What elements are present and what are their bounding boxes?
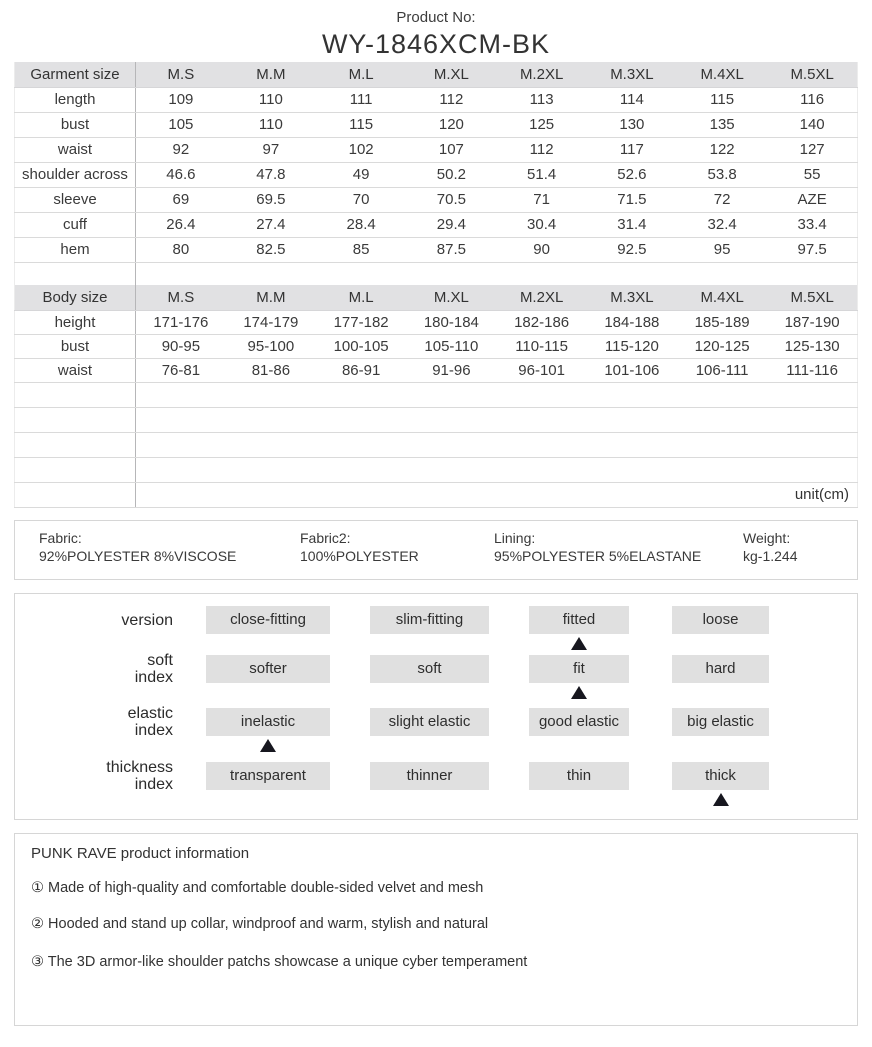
size-cell: 52.6 [587, 162, 677, 187]
size-chart-table [14, 62, 858, 508]
index-cell: soft [370, 655, 489, 683]
size-cell: AZE [767, 187, 857, 212]
index-cell: loose [672, 606, 769, 634]
size-cell: M.S [136, 285, 226, 310]
size-cell: 125-130 [767, 334, 857, 358]
size-cell: 49 [316, 162, 406, 187]
row-label-cell: length [15, 87, 136, 112]
fabric-value: kg-1.244 [743, 548, 798, 564]
size-cell: 50.2 [406, 162, 496, 187]
size-cell: 85 [316, 237, 406, 262]
unit-row [15, 482, 858, 507]
size-cell: 27.4 [226, 212, 316, 237]
selected-marker-icon [571, 637, 587, 650]
size-cell: 107 [406, 137, 496, 162]
row-label-cell: hem [15, 237, 136, 262]
index-cell: slight elastic [370, 708, 489, 736]
size-cell: 71.5 [587, 187, 677, 212]
size-cell: M.L [316, 62, 406, 87]
index-label-line: soft [147, 652, 173, 669]
fabric-label: Weight: [743, 530, 791, 546]
fabric-label: Fabric2: [300, 530, 351, 546]
size-cell: 185-189 [677, 310, 767, 334]
size-cell: 51.4 [497, 162, 587, 187]
size-cell: 102 [316, 137, 406, 162]
size-cell: M.S [136, 62, 226, 87]
index-cell: transparent [206, 762, 330, 790]
row-label-cell: shoulder across [15, 162, 136, 187]
product-info-item: ① Made of high-quality and comfortable double-sided velvet and mesh [31, 880, 484, 896]
size-cell: 135 [677, 112, 767, 137]
index-cell: inelastic [206, 708, 330, 736]
size-cell: 140 [767, 112, 857, 137]
index-cell: good elastic [529, 708, 629, 736]
size-cell: M.2XL [497, 62, 587, 87]
size-cell: 69 [136, 187, 226, 212]
row-label-cell [15, 262, 136, 285]
table-row [15, 162, 858, 187]
size-cell: 122 [677, 137, 767, 162]
size-cell: 187-190 [767, 310, 857, 334]
size-cell: 81-86 [226, 358, 316, 382]
size-cell: 26.4 [136, 212, 226, 237]
size-cell: 115-120 [587, 334, 677, 358]
table-row [15, 237, 858, 262]
size-cell: M.XL [406, 62, 496, 87]
row-label-cell: sleeve [15, 187, 136, 212]
selected-marker-icon [713, 793, 729, 806]
size-cell: 29.4 [406, 212, 496, 237]
table-spacer-row [15, 262, 858, 285]
size-cell: 115 [316, 112, 406, 137]
size-cell: 55 [767, 162, 857, 187]
index-chart-box [14, 593, 858, 820]
size-cell: 97.5 [767, 237, 857, 262]
row-label-cell: waist [15, 358, 136, 382]
size-cell: 116 [767, 87, 857, 112]
size-cell: 97 [226, 137, 316, 162]
size-cell: 120-125 [677, 334, 767, 358]
empty-cell [136, 432, 858, 457]
table-row [15, 310, 858, 334]
row-label-cell: bust [15, 112, 136, 137]
size-cell: 101-106 [587, 358, 677, 382]
size-cell: 114 [587, 87, 677, 112]
fabric-label: Fabric: [39, 530, 82, 546]
size-cell: 115 [677, 87, 767, 112]
index-cell: slim-fitting [370, 606, 489, 634]
fabric-column [743, 529, 797, 565]
table-row [15, 187, 858, 212]
index-label-line: elastic [127, 705, 173, 722]
size-cell: 125 [497, 112, 587, 137]
size-cell: 110-115 [497, 334, 587, 358]
empty-table-row [15, 382, 858, 407]
index-label-line: index [134, 669, 173, 686]
size-cell: 117 [587, 137, 677, 162]
empty-table-row [15, 407, 858, 432]
garment-size-header-row [15, 62, 858, 87]
fabric-label: Lining: [494, 530, 536, 546]
size-cell: 112 [406, 87, 496, 112]
size-cell: 90-95 [136, 334, 226, 358]
size-cell: 96-101 [497, 358, 587, 382]
row-label-cell [15, 432, 136, 457]
table-row [15, 87, 858, 112]
unit-label: unit(cm) [136, 482, 858, 507]
size-cell: 110 [226, 112, 316, 137]
index-cell: softer [206, 655, 330, 683]
empty-cell [136, 262, 858, 285]
index-cell: thick [672, 762, 769, 790]
size-cell: 70 [316, 187, 406, 212]
fabric-value: 92%POLYESTER 8%VISCOSE [39, 548, 237, 564]
size-cell: 69.5 [226, 187, 316, 212]
empty-table-row [15, 457, 858, 482]
index-cell: thinner [370, 762, 489, 790]
index-cell: big elastic [672, 708, 769, 736]
size-cell: 95-100 [226, 334, 316, 358]
row-label-cell: Body size [15, 285, 136, 310]
size-cell: M.XL [406, 285, 496, 310]
index-cell: thin [529, 762, 629, 790]
size-cell: 80 [136, 237, 226, 262]
selected-marker-icon [571, 686, 587, 699]
product-info-box [14, 833, 858, 1026]
size-cell: 111-116 [767, 358, 857, 382]
row-label-cell [15, 382, 136, 407]
size-cell: 174-179 [226, 310, 316, 334]
size-cell: M.M [226, 285, 316, 310]
size-cell: 100-105 [316, 334, 406, 358]
size-cell: 109 [136, 87, 226, 112]
index-label-line: version [121, 611, 173, 629]
table-row [15, 137, 858, 162]
index-label-line: thickness [106, 759, 173, 776]
table-row [15, 358, 858, 382]
size-cell: M.3XL [587, 62, 677, 87]
product-info-item: ③ The 3D armor-like shoulder patchs showcase a unique cyber temperament [31, 954, 528, 970]
size-cell: 111 [316, 87, 406, 112]
size-cell: 92 [136, 137, 226, 162]
size-cell: 47.8 [226, 162, 316, 187]
size-cell: 92.5 [587, 237, 677, 262]
size-cell: 95 [677, 237, 767, 262]
size-cell: 127 [767, 137, 857, 162]
size-cell: 112 [497, 137, 587, 162]
product-header [0, 8, 872, 60]
product-no-value: WY-1846XCM-BK [321, 29, 551, 59]
size-cell: 46.6 [136, 162, 226, 187]
index-label-line: index [134, 722, 173, 739]
index-label-line: index [134, 776, 173, 793]
size-cell: M.3XL [587, 285, 677, 310]
size-cell: 53.8 [677, 162, 767, 187]
row-label-cell: height [15, 310, 136, 334]
fabric-value: 95%POLYESTER 5%ELASTANE [494, 548, 702, 564]
size-cell: 184-188 [587, 310, 677, 334]
size-cell: 90 [497, 237, 587, 262]
size-cell: 71 [497, 187, 587, 212]
row-label-cell: cuff [15, 212, 136, 237]
size-cell: 76-81 [136, 358, 226, 382]
size-cell: 30.4 [497, 212, 587, 237]
empty-table-row [15, 432, 858, 457]
row-label-cell [15, 457, 136, 482]
row-label-cell: Garment size [15, 62, 136, 87]
body-size-header-row [15, 285, 858, 310]
size-cell: M.4XL [677, 62, 767, 87]
size-cell: 91-96 [406, 358, 496, 382]
size-cell: M.5XL [767, 285, 857, 310]
size-cell: 106-111 [677, 358, 767, 382]
empty-cell [136, 382, 858, 407]
size-cell: 180-184 [406, 310, 496, 334]
size-cell: 87.5 [406, 237, 496, 262]
size-cell: 105 [136, 112, 226, 137]
fabric-column [300, 529, 419, 565]
product-no-label: Product No: [396, 9, 476, 26]
fabric-info-box [14, 520, 858, 580]
fabric-column [494, 529, 701, 565]
fabric-column [39, 529, 236, 565]
index-cell: close-fitting [206, 606, 330, 634]
size-cell: 177-182 [316, 310, 406, 334]
size-cell: 105-110 [406, 334, 496, 358]
index-cell: fit [529, 655, 629, 683]
size-cell: 86-91 [316, 358, 406, 382]
size-cell: 31.4 [587, 212, 677, 237]
size-cell: 110 [226, 87, 316, 112]
size-cell: 120 [406, 112, 496, 137]
table-row [15, 212, 858, 237]
size-cell: 171-176 [136, 310, 226, 334]
size-cell: M.4XL [677, 285, 767, 310]
size-cell: 72 [677, 187, 767, 212]
size-cell: M.5XL [767, 62, 857, 87]
table-row [15, 334, 858, 358]
selected-marker-icon [260, 739, 276, 752]
index-cell: hard [672, 655, 769, 683]
size-cell: 32.4 [677, 212, 767, 237]
size-cell: M.L [316, 285, 406, 310]
index-row-label-thickness-index [15, 759, 173, 793]
size-cell: M.2XL [497, 285, 587, 310]
row-label-cell: bust [15, 334, 136, 358]
row-label-cell [15, 482, 136, 507]
index-row-label-elastic-index [15, 705, 173, 739]
size-cell: 130 [587, 112, 677, 137]
size-cell: 70.5 [406, 187, 496, 212]
table-row [15, 112, 858, 137]
index-row-label-version [15, 612, 173, 629]
product-info-title: PUNK RAVE product information [31, 845, 250, 862]
size-cell: M.M [226, 62, 316, 87]
row-label-cell [15, 407, 136, 432]
size-cell: 182-186 [497, 310, 587, 334]
empty-cell [136, 457, 858, 482]
row-label-cell: waist [15, 137, 136, 162]
index-row-label-soft-index [15, 652, 173, 686]
empty-cell [136, 407, 858, 432]
size-cell: 28.4 [316, 212, 406, 237]
size-cell: 33.4 [767, 212, 857, 237]
product-info-item: ② Hooded and stand up collar, windproof and warm, stylish and natural [31, 916, 489, 932]
fabric-value: 100%POLYESTER [300, 548, 419, 564]
size-cell: 82.5 [226, 237, 316, 262]
size-cell: 113 [497, 87, 587, 112]
index-cell: fitted [529, 606, 629, 634]
